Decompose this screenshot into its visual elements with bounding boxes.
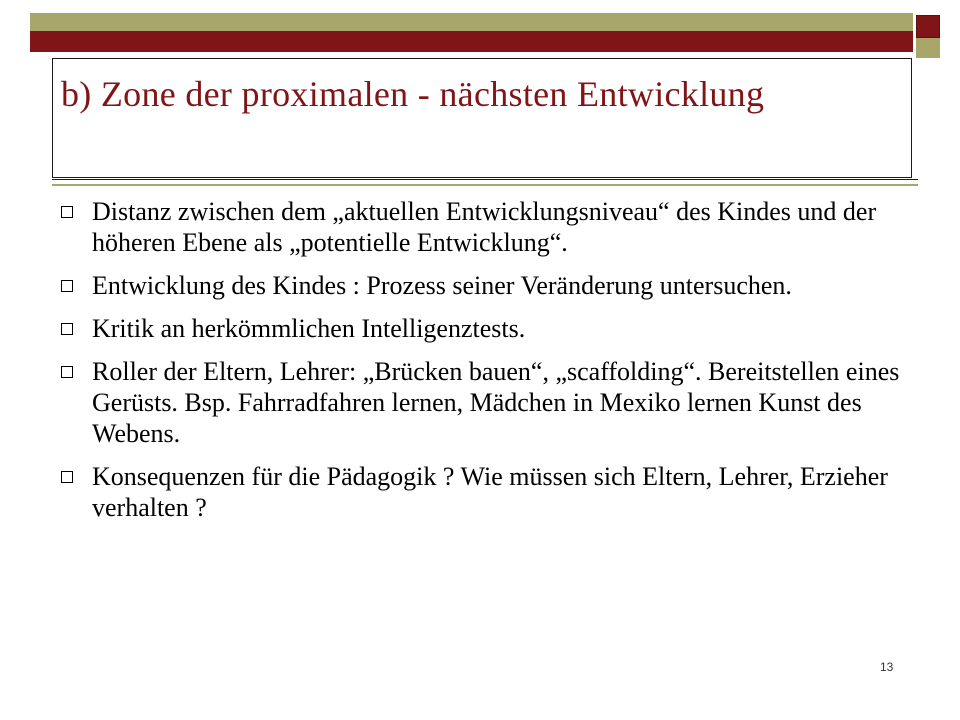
title-separator-olive-line xyxy=(52,184,918,186)
slide-title: b) Zone der proximalen - nächsten Entwicklung xyxy=(61,74,765,114)
bullet-list xyxy=(60,196,910,535)
bullet-text: Roller der Eltern, Lehrer: „Brücken bauen“, „scaffolding“. Bereitstellen eines Gerüsts. Bsp. Fahrradfahren lernen, Mädchen in Mexiko lernen Kunst des Webens. xyxy=(92,357,900,448)
bullet-item-3 xyxy=(60,313,910,344)
top-olive-bar xyxy=(30,13,913,31)
slide-number: 13 xyxy=(880,660,894,674)
bullet-item-4 xyxy=(60,356,910,449)
title-separator-line xyxy=(52,179,918,180)
hollow-square-icon xyxy=(61,280,73,292)
bullet-text: Entwicklung des Kindes : Prozess seiner Veränderung untersuchen. xyxy=(92,271,792,300)
bullet-item-5 xyxy=(60,461,910,523)
hollow-square-icon xyxy=(61,323,73,335)
bullet-text: Distanz zwischen dem „aktuellen Entwicklungsniveau“ des Kindes und der höheren Ebene als „potentielle Entwicklung“. xyxy=(92,197,877,257)
corner-dark-square xyxy=(916,15,940,38)
bullet-text: Kritik an herkömmlichen Intelligenztests. xyxy=(92,314,526,343)
corner-olive-square xyxy=(916,38,940,58)
title-box xyxy=(52,58,912,178)
bullet-item-1 xyxy=(60,196,910,258)
hollow-square-icon xyxy=(61,206,73,218)
hollow-square-icon xyxy=(61,471,73,483)
bullet-text: Konsequenzen für die Pädagogik ? Wie müssen sich Eltern, Lehrer, Erzieher verhalten ? xyxy=(92,462,888,522)
top-dark-red-bar xyxy=(30,31,913,52)
hollow-square-icon xyxy=(61,366,73,378)
bullet-item-2 xyxy=(60,270,910,301)
